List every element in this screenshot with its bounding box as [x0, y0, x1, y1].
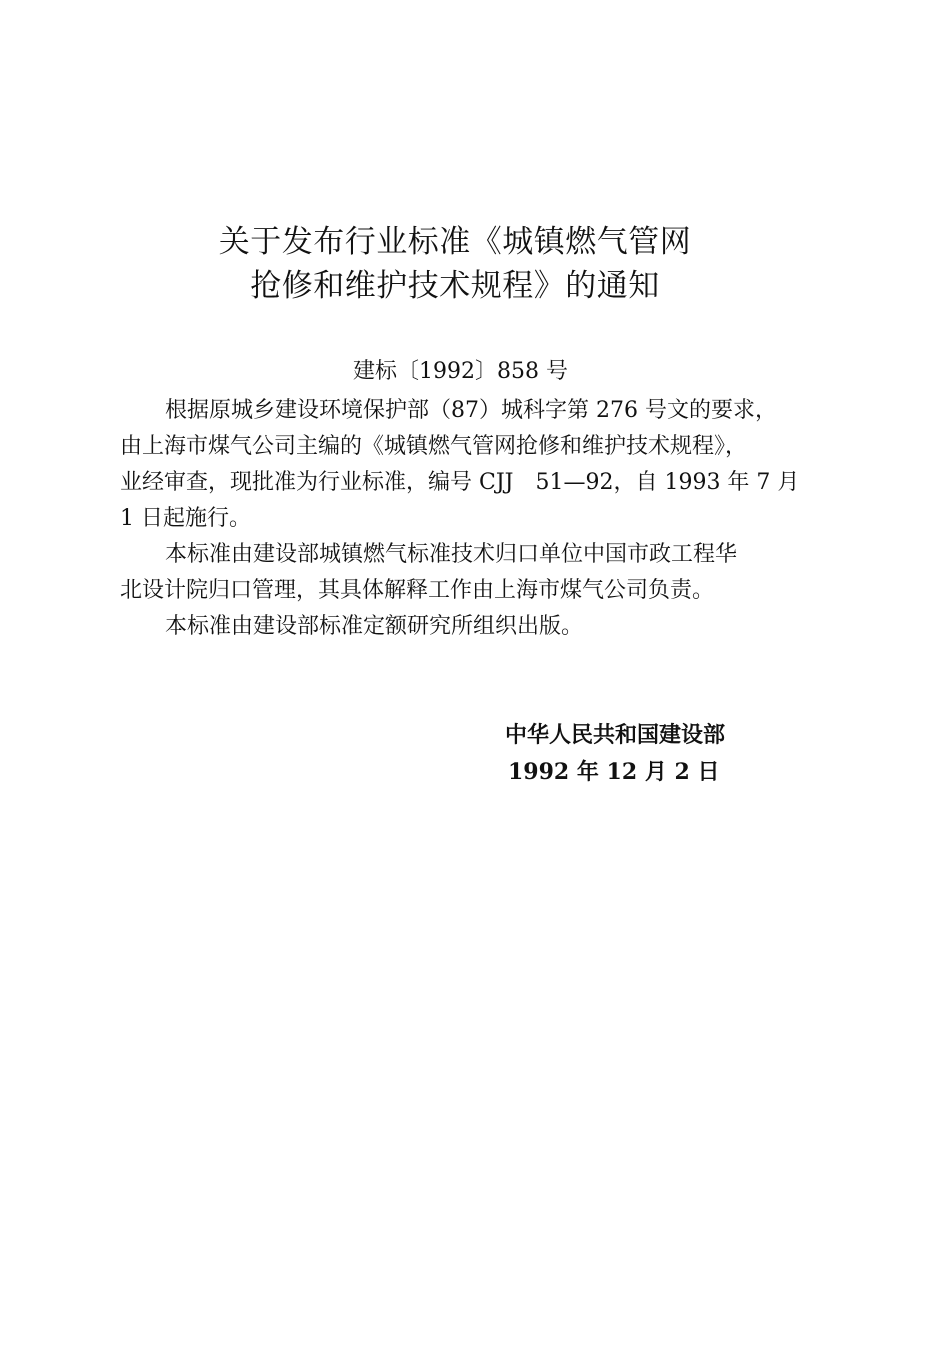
paragraph-1-line-4: 1 日起施行。: [120, 506, 251, 531]
issue-date: 1992 年 12 月 2 日: [508, 759, 720, 785]
issuer-signature: 中华人民共和国建设部: [505, 722, 726, 748]
paragraph-1-line-2: 由上海市煤气公司主编的《城镇燃气管网抢修和维护技术规程》，: [120, 434, 748, 459]
paragraph-1-line-1: 根据原城乡建设环境保护部（87）城科字第 276 号文的要求，: [165, 398, 777, 423]
paragraph-3-line-1: 本标准由建设部标准定额研究所组织出版。: [165, 614, 584, 639]
document-number: 建标〔1992〕858 号: [353, 359, 568, 384]
paragraph-2-line-1: 本标准由建设部城镇燃气标准技术归口单位中国市政工程华: [165, 542, 738, 567]
paragraph-2-line-2: 北设计院归口管理，其具体解释工作由上海市煤气公司负责。: [120, 578, 715, 603]
notice-title-line-1: 关于发布行业标准《城镇燃气管网: [218, 224, 692, 260]
paragraph-1-line-3: 业经审查，现批准为行业标准，编号 CJJ 51—92，自 1993 年 7 月: [120, 470, 800, 495]
notice-title-line-2: 抢修和维护技术规程》的通知: [250, 268, 660, 304]
